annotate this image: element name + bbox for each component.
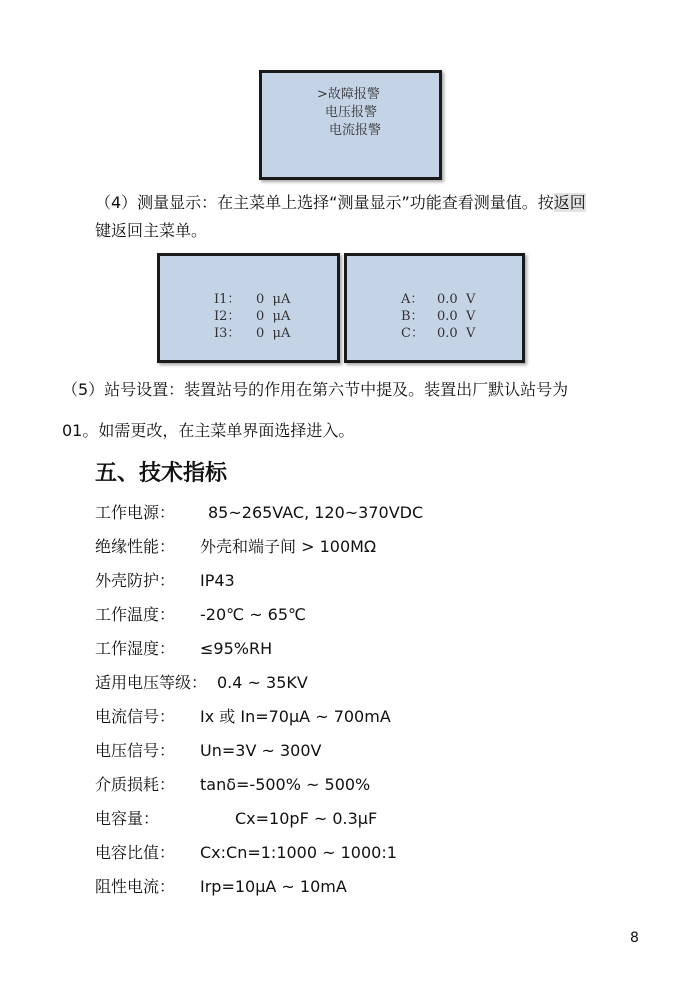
page-number: 8 — [630, 930, 639, 946]
voltage-measurement-screen — [344, 253, 525, 363]
menu-item-fault-alarm: >故障报警 — [317, 87, 380, 102]
spec-label: 电流信号： — [95, 707, 176, 726]
spec-value: 外壳和端子间 > 100MΩ — [200, 537, 377, 556]
spec-label: 工作温度： — [95, 605, 176, 624]
section4-text: （4）测量显示：在主菜单上选择“测量显示”功能查看测量值。按 — [95, 193, 554, 212]
menu-item-current-alarm: 电流报警 — [329, 123, 382, 138]
section4-highlight: 返回 — [553, 193, 586, 212]
voltage-label-b: B： — [401, 309, 424, 324]
menu-item-voltage-alarm: 电压报警 — [325, 105, 378, 120]
spec-value: IP43 — [200, 571, 235, 590]
section4-line1 — [95, 193, 586, 213]
spec-value: Un=3V ~ 300V — [200, 741, 322, 760]
section4-line2: 键返回主菜单。 — [95, 221, 208, 240]
spec-label: 绝缘性能： — [95, 537, 176, 556]
spec-label: 介质损耗： — [95, 775, 176, 794]
voltage-label-c: C： — [401, 326, 424, 341]
current-value-i1: 0 μA — [256, 292, 291, 307]
spec-value: ≤95%RH — [200, 639, 273, 658]
spec-label: 工作湿度： — [95, 639, 176, 658]
specs-section-title: 五、技术指标 — [95, 461, 228, 486]
voltage-label-a: A： — [401, 292, 424, 307]
spec-value: Irp=10μA ~ 10mA — [200, 877, 347, 896]
spec-value: Cx:Cn=1:1000 ~ 1000:1 — [200, 843, 397, 862]
current-label-i1: I1： — [214, 292, 241, 307]
section5-line2: 01。如需更改，在主菜单界面选择进入。 — [62, 421, 355, 440]
spec-value: 85~265VAC, 120~370VDC — [208, 503, 424, 522]
voltage-value-a: 0.0 V — [437, 292, 476, 307]
current-value-i2: 0 μA — [256, 309, 291, 324]
spec-label: 阻性电流： — [95, 877, 176, 896]
spec-value: Cx=10pF ~ 0.3μF — [235, 809, 378, 828]
spec-value: 0.4 ~ 35KV — [217, 673, 308, 692]
spec-label: 工作电源： — [95, 503, 176, 522]
spec-label: 电容量： — [95, 809, 160, 828]
spec-value: tanδ=-500% ~ 500% — [200, 775, 371, 794]
current-measurement-screen — [157, 253, 340, 363]
spec-label: 电容比值： — [95, 843, 176, 862]
spec-value: Ix 或 In=70μA ~ 700mA — [200, 707, 391, 726]
current-value-i3: 0 μA — [256, 326, 291, 341]
spec-label: 电压信号： — [95, 741, 176, 760]
section5-line1: （5）站号设置：装置站号的作用在第六节中提及。装置出厂默认站号为 — [62, 380, 569, 399]
alarm-menu-screen — [259, 70, 442, 180]
spec-label: 适用电压等级： — [95, 673, 208, 692]
current-label-i2: I2： — [214, 309, 241, 324]
spec-label: 外壳防护： — [95, 571, 176, 590]
voltage-value-b: 0.0 V — [437, 309, 476, 324]
spec-value: -20℃ ~ 65℃ — [200, 605, 307, 624]
voltage-value-c: 0.0 V — [437, 326, 476, 341]
current-label-i3: I3： — [214, 326, 241, 341]
